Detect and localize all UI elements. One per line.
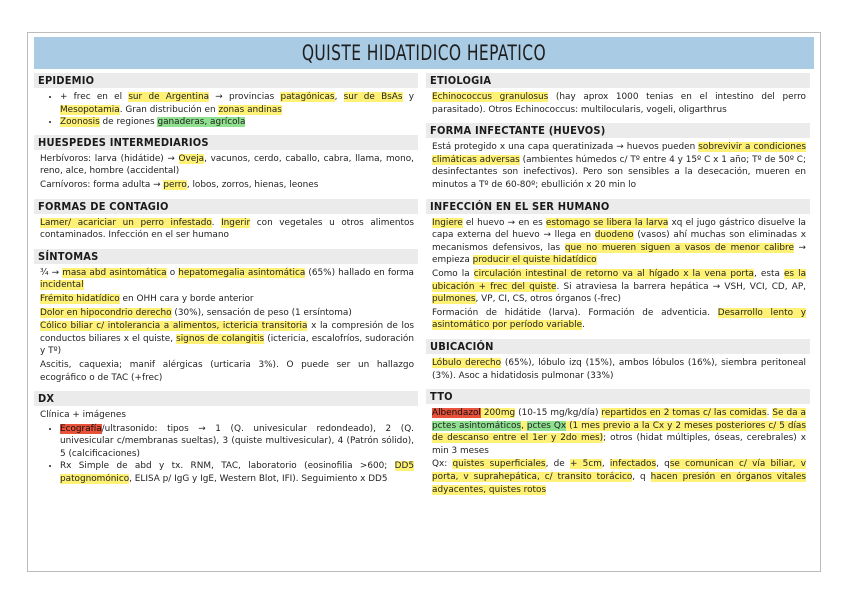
page-title: QUISTE HIDATIDICO HEPATICO: [301, 41, 547, 65]
text-run: , de: [545, 459, 570, 470]
highlighted-text: Albendazol: [432, 408, 481, 419]
highlighted-text: Lamer/ acariciar un perro infestado: [40, 217, 212, 228]
highlighted-text: Mesopotamia: [60, 104, 120, 115]
section-contagio: [34, 199, 418, 246]
list-item: [60, 460, 414, 485]
text-run: (10-15 mg/kg/día): [515, 408, 602, 419]
highlighted-text: repartidos en 2 tomas c/ las comidas: [601, 408, 767, 419]
text-run: , esta: [754, 268, 784, 279]
highlighted-text: duodeno: [594, 230, 634, 241]
highlighted-text: masa abd asintomática: [62, 267, 167, 278]
section-forma-infectante: [426, 123, 810, 195]
document-page: [27, 32, 821, 572]
section-infeccion: [426, 199, 810, 336]
section-heading: HUESPEDES INTERMEDIARIOS: [34, 135, 418, 150]
text-run: ¾ →: [40, 267, 63, 278]
highlighted-text: es la ubicación + frec del quiste: [432, 268, 807, 292]
text-run: (vasos) ahí muchas son eliminadas x mecanismos defensivos, las: [432, 230, 806, 253]
text-run: Rx Simple de abd y tx. RNM, TAC, laboratorio (eosinofilia >600;: [60, 461, 395, 472]
section-heading: INFECCIÓN EN EL SER HUMANO: [426, 199, 810, 214]
highlighted-text: sur de Argentina: [128, 92, 210, 102]
paragraph: [432, 407, 806, 457]
highlighted-text: pctes asintomáticos: [432, 420, 522, 431]
highlighted-text: pulmones: [432, 294, 476, 305]
text-run: x la compresión de los conductos biliares x el quiste,: [40, 321, 414, 344]
highlighted-text: ganaderas, agrícola: [157, 117, 246, 128]
text-run: (ictericia, escalofríos, sudoración y Tº): [40, 333, 414, 357]
list-item: [60, 423, 414, 461]
right-column: [426, 73, 810, 503]
text-run: (hay aprox 1000 tenias en el intestino del perro parasitado). Otros Echinococcus: multilocularis, vogeli, oligarthrus: [432, 92, 806, 115]
text-run: , q: [632, 472, 651, 483]
text-run: . Si atraviesa la barrera hepática → VSH, VCI, CD, AP,: [556, 281, 806, 292]
highlighted-text: Ingerir: [221, 217, 251, 228]
text-run: , ELISA p/ IgG y IgE, Western Blot, IFI). Seguimiento x DD5: [129, 474, 388, 485]
section-tto: [426, 389, 810, 500]
text-run: .: [582, 320, 585, 331]
highlighted-text: signos de colangitis: [176, 333, 265, 344]
paragraph: [432, 357, 806, 382]
text-run: (65%) hallado en forma: [305, 267, 414, 278]
paragraph: [432, 91, 806, 116]
highlighted-text: + 5cm: [569, 459, 602, 470]
text-run: Herbívoros: larva (hidátide) →: [40, 153, 179, 164]
section-heading: UBICACIÓN: [426, 339, 810, 354]
paragraph: [432, 141, 806, 191]
highlighted-text: estomago se libera la larva: [545, 217, 669, 228]
highlighted-text: infectados: [609, 459, 657, 470]
text-run: (ambientes húmedos c/ Tº entre 4 y 15º C x 1 año; Tº de 50º C; desinfectantes son inefectivos). Pero son sensibles a la desecación, mueren en minutos a Tº de 60-80º; ebullición x 20 min lo: [432, 154, 806, 190]
list-item: [60, 116, 414, 129]
highlighted-text: ,: [521, 420, 527, 431]
highlighted-text: pctes Qx: [526, 420, 567, 431]
text-run: Carnívoros: forma adulta →: [40, 179, 164, 190]
left-column: [34, 73, 418, 492]
highlighted-text: producir el quiste hidatídico: [472, 255, 597, 266]
paragraph: [40, 217, 414, 242]
text-run: Como la: [432, 268, 474, 279]
highlighted-text: Frémito hidatídico: [40, 293, 120, 304]
text-run: el huevo → en es: [462, 217, 546, 228]
text-run: → empieza: [432, 242, 806, 266]
highlighted-text: 200mg: [480, 408, 516, 419]
highlighted-text: Dolor en hipocondrio derecho: [40, 307, 172, 318]
highlighted-text: sur de BsAs: [343, 92, 403, 102]
text-run: ,: [334, 92, 344, 102]
text-run: xq el jugo gástrico disuelve la capa externa del huevo → llega en: [432, 217, 806, 241]
section-sintomas: [34, 249, 418, 388]
text-run: Qx:: [432, 459, 453, 470]
section-heading: ETIOLOGIA: [426, 73, 810, 88]
text-run: de regiones: [99, 117, 158, 128]
text-run: /ultrasonido: tipos → 1 (Q. univesicular redondeado), 2 (Q. univesicular c/membranas sueltas), 3 (quiste multivesicular), 4 (Patrón sólido), 5 (calcificaciones): [60, 423, 414, 459]
text-run: Ascitis, caquexia; manif alérgicas (urticaria 3%). O puede ser un hallazgo ecográfico o de TAC (+frec): [40, 359, 414, 383]
text-run: + frec en el: [60, 92, 129, 102]
paragraph: [40, 267, 414, 292]
highlighted-text: DD5 patognomónico: [60, 461, 414, 485]
highlighted-text: circulación intestinal de retorno va al hígado x la vena porta: [473, 268, 754, 279]
list-item: [60, 91, 414, 116]
section-heading: SÍNTOMAS: [34, 249, 418, 264]
paragraph: [40, 179, 414, 192]
section-heading: FORMA INFECTANTE (HUEVOS): [426, 123, 810, 138]
paragraph: [40, 293, 414, 306]
highlighted-text: se comunican c/ vía biliar, v porta, v suprahepática, c/ transito torácico: [432, 459, 806, 483]
text-run: ,: [601, 459, 610, 470]
text-run: , lobos, zorros, hienas, leones: [186, 179, 319, 190]
highlighted-text: Ecografía: [60, 423, 102, 434]
text-run: Está protegido x una capa queratinizada → huevos pueden: [432, 142, 699, 153]
section-dx: [34, 391, 418, 489]
section-ubicacion: [426, 339, 810, 386]
paragraph: [40, 359, 414, 384]
highlighted-text: ictericia transitoria: [222, 321, 308, 332]
paragraph: [40, 153, 414, 178]
highlighted-text: hepatomegalia asintomática: [178, 267, 306, 278]
section-etiologia: [426, 73, 810, 120]
paragraph: [40, 307, 414, 320]
paragraph: [432, 217, 806, 267]
highlighted-text: Lóbulo derecho: [432, 357, 502, 368]
text-run: , VP, CI, CS, otros órganos (-frec): [475, 294, 621, 305]
paragraph: [40, 320, 414, 358]
highlighted-text: perro: [163, 179, 187, 190]
paragraph: [432, 458, 806, 496]
highlighted-text: (1 mes previo a la Cx y 2 meses posteriores c/ 5 días de descanso entre el 1er y 2do mes): [432, 420, 806, 444]
section-epidemio: [34, 73, 418, 132]
text-run: , q: [656, 459, 670, 470]
section-heading: FORMAS DE CONTAGIO: [34, 199, 418, 214]
section-huespedes: [34, 135, 418, 196]
text-run: o: [166, 267, 179, 278]
section-heading: EPIDEMIO: [34, 73, 418, 88]
highlighted-text: Cólico biliar c/ intolerancia a alimentos,: [40, 321, 223, 332]
highlighted-text: que no mueren siguen a vasos de menor calibre: [564, 242, 794, 253]
section-heading: TTO: [426, 389, 810, 404]
highlighted-text: sobrevivir a condiciones climáticas adversas: [432, 142, 807, 165]
text-run: . Gran distribución en: [119, 104, 219, 115]
text-run: (30%), sensación de peso (1 ersíntoma): [171, 307, 352, 318]
title-bar: [34, 37, 814, 69]
highlighted-text: Se da a: [772, 408, 806, 419]
text-run: , vacunos, cerdo, caballo, cabra, llama, mono, reno, alce, hombre (accidental): [40, 153, 414, 177]
highlighted-text: Oveja: [178, 153, 205, 164]
highlighted-text: Echinococcus granulosus: [432, 92, 549, 102]
text-run: ; otros (hidat múltiples, óseas, cerebrales) x min 3 meses: [432, 433, 806, 456]
paragraph: [432, 307, 806, 332]
text-run: Formación de hidátide (larva). Formación de adventicia.: [432, 307, 718, 318]
paragraph: [40, 409, 414, 422]
highlighted-text: Zoonosis: [60, 117, 100, 128]
highlighted-text: incidental: [40, 280, 84, 291]
text-run: y: [402, 92, 414, 102]
highlighted-text: quistes superficiales: [452, 459, 546, 470]
section-heading: DX: [34, 391, 418, 406]
highlighted-text: Ingiere: [432, 217, 463, 228]
text-run: → provincias: [209, 92, 281, 102]
text-run: Clínica + imágenes: [40, 410, 126, 421]
text-run: .: [766, 408, 773, 419]
text-run: .: [211, 217, 222, 228]
highlighted-text: hacen presión en órganos vitales adyacentes, quistes rotos: [432, 472, 806, 495]
highlighted-text: Desarrollo lento y asintomático por período variable: [432, 307, 806, 331]
text-run: en OHH cara y borde anterior: [119, 293, 254, 304]
paragraph: [432, 268, 806, 306]
highlighted-text: patagónicas: [280, 92, 335, 102]
text-run: con vegetales u otros alimentos contaminados. Infección en el ser humano: [40, 217, 414, 241]
highlighted-text: zonas andinas: [218, 104, 282, 115]
text-run: (65%), lóbulo izq (15%), ambos lóbulos (16%), siembra peritoneal (3%). Asoc a hidatidosis pulmonar (33%): [432, 357, 806, 381]
